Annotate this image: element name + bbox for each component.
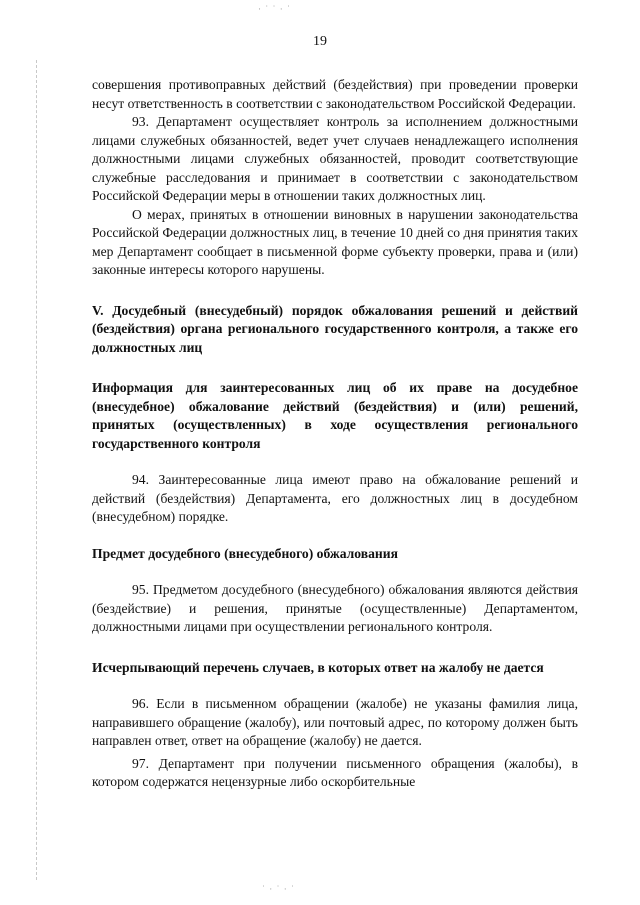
document-body bbox=[92, 76, 578, 792]
paragraph-93: 93. Департамент осуществляет контроль за исполнением должностными лицами служебных обязанностей, ведет учет случаев ненадлежащего исполнения должностными лицами служебных обязанностей, проводит соответствующие служебные расследования и принимает в соответствии с законодательством Российской Федерации меры в отношении таких должностных лиц. bbox=[92, 114, 578, 203]
paragraph-94: 94. Заинтересованные лица имеют право на обжалование решений и действий (бездействия) Департамента, его должностных лиц в досудебном (внесудебном) порядке. bbox=[92, 472, 578, 524]
paragraph-measures: О мерах, принятых в отношении виновных в нарушении законодательства Российской Федерации должностных лиц, в течение 10 дней со дня принятия таких мер Департамент сообщает в письменной форме субъекту проверки, права и (или) законные интересы которого нарушены. bbox=[92, 206, 578, 277]
scan-edge-line bbox=[36, 60, 38, 880]
subheading-appeal-info: Информация для заинтересованных лиц об их праве на досудебное (внесудебное) обжалование действий (бездействия) и (или) решений, принятых (осуществленных) в ходе осуществления регионального государственного контроля bbox=[92, 380, 578, 451]
scan-artifact-top: · ˙ ˙ · ˙ bbox=[258, 4, 291, 14]
scan-artifact-bottom: ˙ · ˙ · ˙ bbox=[262, 884, 295, 894]
subheading-no-answer-cases: Исчерпывающий перечень случаев, в которых ответ на жалобу не дается bbox=[92, 659, 544, 675]
paragraph-95: 95. Предметом досудебного (внесудебного) обжалования являются действия (бездействие) и решения, принятые (осуществленные) Департаментом, должностными лицами при осуществлении регионального контроля. bbox=[92, 582, 578, 634]
paragraph-continuation: совершения противоправных действий (бездействия) при проведении проверки несут ответственность в соответствии с законодательством Российской Федерации. bbox=[92, 77, 578, 111]
paragraph-96: 96. Если в письменном обращении (жалобе) не указаны фамилия лица, направившего обращение (жалобу), или почтовый адрес, по которому должен быть направлен ответ, ответ на обращение (жалобу) не дается. bbox=[92, 696, 578, 748]
page-number: 19 bbox=[313, 34, 327, 49]
section-v-heading: V. Досудебный (внесудебный) порядок обжалования решений и действий (бездействия) органа регионального государственного контроля, а также его должностных лиц bbox=[92, 302, 578, 355]
paragraph-97: 97. Департамент при получении письменного обращения (жалобы), в котором содержатся нецензурные либо оскорбительные bbox=[92, 755, 578, 789]
subheading-appeal-subject: Предмет досудебного (внесудебного) обжалования bbox=[92, 545, 398, 561]
